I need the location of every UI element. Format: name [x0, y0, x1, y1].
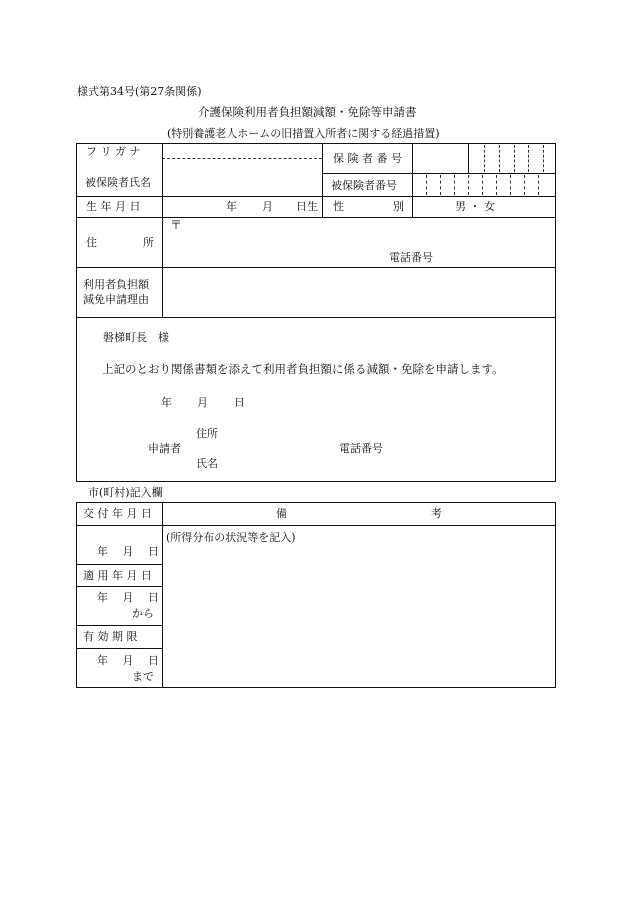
declaration-year: 年 — [161, 396, 172, 409]
office-row-divider — [76, 648, 162, 649]
right-label-divider — [412, 143, 413, 217]
office-column-divider — [162, 502, 163, 688]
postal-mark: 〒 — [170, 218, 183, 232]
remarks-label-2: 考 — [431, 507, 442, 520]
office-header-divider — [76, 525, 556, 526]
valid-period-label: 有 効 期 限 — [83, 630, 138, 643]
digit-box — [482, 175, 483, 195]
birth-month-unit: 月 — [262, 200, 273, 213]
sex-label-1: 性 — [333, 200, 344, 213]
form-subtitle: (特別養護老人ホームの旧措置入所者に関する経過措置) — [167, 127, 440, 140]
office-row-divider — [76, 625, 162, 626]
digit-box — [426, 175, 427, 195]
office-row-divider — [76, 564, 162, 565]
insurer-number-label: 保 険 者 番 号 — [333, 152, 402, 165]
valid-date-value: 年 月 日 — [97, 654, 159, 667]
sex-label-2: 別 — [393, 200, 404, 213]
address-label-2: 所 — [143, 236, 154, 249]
row-divider-4 — [76, 317, 556, 318]
digit-box — [468, 175, 469, 195]
office-row-divider — [76, 586, 162, 587]
reason-label-line1: 利用者負担額 — [83, 278, 149, 291]
form-title: 介護保険利用者負担額減額・免除等申請書 — [198, 105, 417, 119]
digit-box — [538, 175, 539, 195]
digit-box — [514, 145, 515, 172]
issue-date-label: 交 付 年 月 日 — [83, 507, 152, 520]
row-divider-2 — [76, 217, 556, 218]
label-column-divider — [162, 143, 163, 317]
declaration-month: 月 — [197, 396, 208, 409]
declaration-day: 日 — [234, 396, 245, 409]
applicant-phone-label: 電話番号 — [339, 442, 383, 455]
form-number: 様式第34号(第27条関係) — [77, 85, 202, 98]
digit-box — [510, 175, 511, 195]
middle-column-divider — [322, 143, 323, 217]
declaration-statement: 上記のとおり関係書類を添えて利用者負担額に係る減額・免除を申請します。 — [102, 362, 504, 376]
insured-name-label: 被保険者氏名 — [85, 176, 151, 189]
digit-box — [524, 175, 525, 195]
addressee: 磐梯町長 様 — [103, 331, 169, 344]
sex-options[interactable]: 男 ・ 女 — [455, 200, 495, 213]
digit-box — [496, 175, 497, 195]
digit-box — [499, 145, 500, 172]
insured-number-label: 被保険者番号 — [331, 179, 397, 192]
row-divider-1 — [76, 196, 556, 197]
insurer-number-divider — [468, 143, 469, 173]
applicant-table — [76, 143, 556, 482]
applicant-address-label: 住所 — [196, 427, 218, 440]
applicant-name-label: 氏名 — [196, 457, 218, 470]
apply-date-label: 適 用 年 月 日 — [83, 569, 152, 582]
apply-date-value: 年 月 日 — [97, 591, 159, 604]
birth-day-unit: 日生 — [296, 200, 318, 213]
address-label-1: 住 — [86, 236, 97, 249]
valid-until: まで — [132, 670, 154, 683]
office-section-heading: 市(町村)記入欄 — [88, 486, 163, 499]
birthdate-label: 生 年 月 日 — [86, 200, 141, 213]
remarks-label-1: 備 — [276, 507, 287, 520]
digit-box — [528, 145, 529, 172]
reason-label-line2: 減免申請理由 — [83, 293, 149, 306]
furigana-divider — [162, 158, 322, 159]
birth-year-unit: 年 — [226, 200, 237, 213]
address-phone-label: 電話番号 — [389, 251, 433, 264]
digit-box — [440, 175, 441, 195]
apply-from: から — [132, 607, 154, 620]
applicant-label: 申請者 — [148, 442, 181, 455]
digit-box — [454, 175, 455, 195]
row-divider-3 — [76, 267, 556, 268]
issue-date-value: 年 月 日 — [97, 545, 159, 558]
digit-box — [484, 145, 485, 172]
remarks-note: (所得分布の状況等を記入) — [166, 531, 296, 544]
insurer-row-divider — [322, 173, 555, 174]
furigana-label: フ リ ガ ナ — [86, 145, 141, 158]
digit-box — [543, 145, 544, 172]
